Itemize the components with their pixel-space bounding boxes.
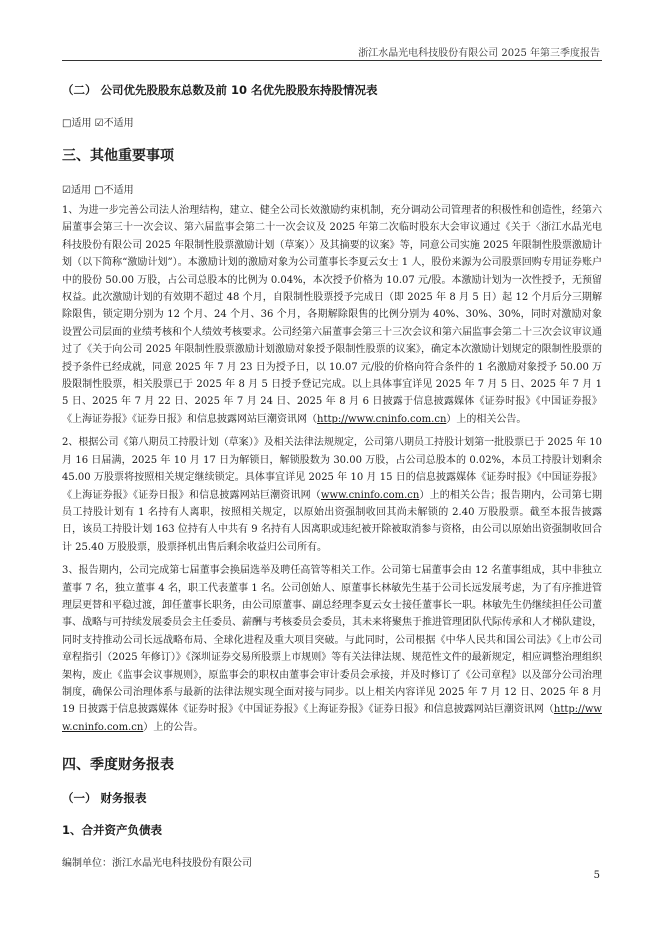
financial-statements-title: （一） 财务报表	[62, 791, 147, 806]
other-item-2	[62, 434, 602, 556]
page-content	[62, 80, 602, 869]
other-item-3	[62, 562, 602, 736]
section-other-checkbox: ☑适用 □不适用	[62, 185, 134, 196]
other-item-1-tail: ）上的相关公告。	[446, 413, 527, 425]
other-item-1	[62, 202, 602, 428]
report-header: 浙江水晶光电科技股份有限公司 2025 年第三季度报告	[358, 48, 600, 59]
header-divider	[62, 60, 602, 61]
other-item-1-text: 1、为进一步完善公司法人治理结构，建立、健全公司长效激励约束机制，充分调动公司管理者的积极性和创造性，经第六届董事会第三十一次会议、第六届监事会第二十一次会议及 2025 年第二次临时股东大会审议通过《关于〈浙江水晶光电科技股份有限公司 2025 年限制性股票激励计划（草案）〉及其摘要的议案》等，同意公司实施 2025 年限制性股票激励计划（以下简称“激励计划”）。本激励计划的激励对象为公司董事长李夏云女士 1 人，股份来源为公司股票回购专用证券账户中的股份 50.00 万股，占公司总股本的比例为 0.04%，本次授予价格为 10.07 元/股。本激励计划为一次性授予，无预留权益。此次激励计划的有效期不超过 48 个月，自限制性股票授予完成日（即 2025 年 8 月 5 日）起 12 个月后分三期解除限售，锁定期分别为 12 个月、24 个月、36 个月，各期解除限售的比例分别为 40%、30%、30%，同时对激励对象设置公司层面的业绩考核和个人绩效考核要求。公司经第六届董事会第三十三次会议和第六届监事会第二十三次会议审议通过了《关于向公司 2025 年限制性股票激励计划激励对象授予限制性股票的议案》，确定本次激励计划规定的限制性股票的授予条件已经成就，同意 2025 年 7 月 23 日为授予日，以 10.07 元/股的价格向符合条件的 1 名激励对象授予 50.00 万股限制性股票，相关股票已于 2025 年 8 月 5 日授予登记完成。以上具体事宜详见 2025 年 7 月 5 日、2025 年 7 月 15 日、2025 年 7 月 22 日、2025 年 7 月 24 日、2025 年 8 月 6 日披露于信息披露媒体《证券时报》《中国证券报》《上海证券报》《证券日报》和信息披露网站巨潮资讯网（	[62, 205, 602, 425]
preparer-unit: 编制单位：浙江水晶光电科技股份有限公司	[62, 858, 252, 870]
other-item-2-text: 2、根据公司《第八期员工持股计划（草案）》及相关法律法规规定，公司第八期员工持股计划第一批股票已于 2025 年 10 月 16 日届满，2025 年 10 月 17 日为解锁日，解锁股数为 30.00 万股，占公司总股本的 0.02%，本员工持股计划剩余 45.00 万股票将按照相关规定继续锁定。具体事宜详见 2025 年 10 月 15 日的信息披露媒体《证券时报》《中国证券报》《上海证券报》《证券日报》和信息披露网站巨潮资讯网（	[62, 437, 602, 501]
section-financial-title: 四、季度财务报表	[62, 757, 174, 774]
section-other-title: 三、其他重要事项	[62, 148, 174, 164]
other-item-2-tail: ）上的相关公告；报告期内，公司第七期员工持股计划有 1 名持有人离职，按照相关规定，以原始出资强制收回其尚未解锁的 2.40 万股股票。截至本报告披露日，该员工持股计划 163 位持有人中共有 9 名持有人因离职或违纪被开除被取消参与资格，由公司以原始出资强制收回合计 25.40 万股股票，股票择机出售后剩余收益归公司所有。	[62, 489, 603, 553]
section-preferred-title: （二） 公司优先股股东总数及前 10 名优先股股东持股情况表	[62, 83, 378, 97]
balance-sheet-title: 1、合并资产负债表	[62, 823, 163, 838]
section-preferred-checkbox: □适用 ☑不适用	[62, 118, 134, 129]
other-item-3-text: 3、报告期内，公司完成第七届董事会换届选举及聘任高管等相关工作。公司第七届董事会由 12 名董事组成，其中非独立董事 7 名，独立董事 4 名，职工代表董事 1 名。公司创始人、原董事长林敏先生基于公司长远发展考虑，为了有序推进管理层更替和平稳过渡，卸任董事长职务，由公司原董事、副总经理李夏云女士接任董事长一职。林敏先生仍继续担任公司董事、战略与可持续发展委员会主任委员、薪酬与考核委员会委员，其未来将聚焦于推进管理团队代际传承和人才梯队建设，同时支持推动公司长远战略布局、全球化进程及重大项目突破。与此同时，公司根据《中华人民共和国公司法》《上市公司章程指引（2025 年修订）》《深圳证券交易所股票上市规则》等有关法律法规、规范性文件的最新规定，相应调整治理组织架构，废止《监事会议事规则》，原监事会的职权由董事会审计委员会承接，并及时修订了《公司章程》以及部分公司治理制度，确保公司治理体系与最新的法律法规实现全面对接与同步。以上相关内容详见 2025 年 7 月 12 日、2025 年 8 月 19 日披露于信息披露媒体《证券时报》《中国证券报》《上海证券报》《证券日报》和信息披露网站巨潮资讯网（	[62, 565, 602, 716]
cninfo-link-2[interactable]: www.cninfo.com.cn	[320, 489, 420, 501]
cninfo-link-1[interactable]: http://www.cninfo.com.cn	[317, 413, 447, 425]
other-item-3-tail: ）上的公告。	[143, 721, 204, 733]
page-number: 5	[593, 870, 600, 881]
cninfo-link-3[interactable]: http://www.cninfo.com.cn	[62, 704, 602, 733]
